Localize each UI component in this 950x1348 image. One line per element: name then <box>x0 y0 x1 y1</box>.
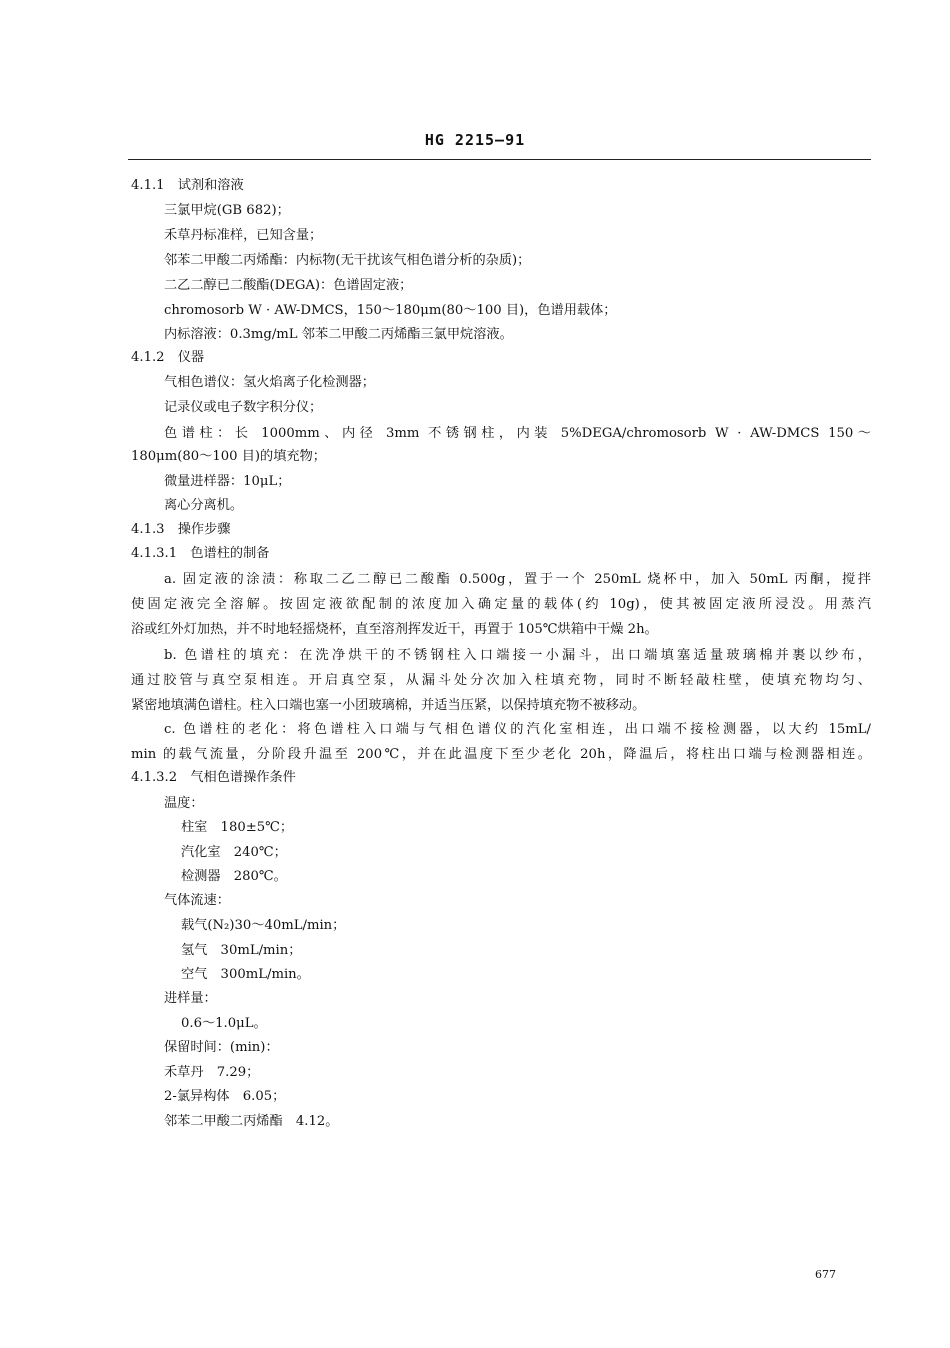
header-rule <box>128 159 871 160</box>
standard-header: HG 2215—91 <box>424 131 526 149</box>
retention-time-label: 保留时间：(min)： <box>164 1040 279 1055</box>
gas-flow-label: 气体流速： <box>164 893 230 908</box>
reagent-item: 禾草丹标准样，已知含量； <box>164 228 323 243</box>
section-title-4-1-3-2: 4.1.3.2 气相色谱操作条件 <box>131 770 296 785</box>
paragraph-c-line: c. 色谱柱的老化：将色谱柱入口端与气相色谱仪的汽化室相连，出口端不接检测器，以大约 15mL/ <box>164 722 871 737</box>
temperature-label: 温度： <box>164 796 204 811</box>
instrument-item: 色谱柱：长 1000mm、内径 3mm 不锈钢柱，内装 5%DEGA/chromosorb W · AW-DMCS 150～ <box>164 426 871 441</box>
injection-volume-value: 0.6～1.0μL。 <box>181 1016 267 1031</box>
instrument-item: 记录仪或电子数字积分仪； <box>164 400 323 415</box>
instrument-item-continued: 180μm(80～100 目)的填充物； <box>131 449 326 464</box>
page-number: 677 <box>815 1268 836 1281</box>
paragraph-a-line: 使固定液完全溶解。按固定液欲配制的浓度加入确定量的载体(约 10g)，使其被固定液所浸没。用蒸汽 <box>131 597 871 612</box>
instrument-item: 离心分离机。 <box>164 498 244 513</box>
section-title-4-1-3-1: 4.1.3.1 色谱柱的制备 <box>131 546 270 561</box>
paragraph-b-line: b. 色谱柱的填充：在洗净烘干的不锈钢柱入口端接一小漏斗，出口端填塞适量玻璃棉并裹以纱布， <box>164 648 871 663</box>
retention-item: 邻苯二甲酸二丙烯酯 4.12。 <box>164 1114 339 1129</box>
reagent-item: chromosorb W · AW-DMCS，150～180μm(80～100 目)，色谱用载体； <box>164 303 617 318</box>
reagent-item: 内标溶液：0.3mg/mL 邻苯二甲酸二丙烯酯三氯甲烷溶液。 <box>164 327 513 342</box>
section-title-4-1-2: 4.1.2 仪器 <box>131 350 205 365</box>
section-title-4-1-3: 4.1.3 操作步骤 <box>131 522 231 537</box>
temperature-item: 汽化室 240℃； <box>181 845 287 860</box>
paragraph-b-line: 通过胶管与真空泵相连。开启真空泵，从漏斗处分次加入柱填充物，同时不断轻敲柱壁，使填充物均匀、 <box>131 673 871 688</box>
retention-item: 2-氯异构体 6.05； <box>164 1089 286 1104</box>
gas-flow-item: 氢气 30mL/min； <box>181 943 302 958</box>
gas-flow-item: 载气(N₂)30～40mL/min； <box>181 918 346 933</box>
paragraph-a-line: 浴或红外灯加热，并不时地轻摇烧杯，直至溶剂挥发近干，再置于 105℃烘箱中干燥 2h。 <box>131 622 658 637</box>
instrument-item: 气相色谱仪：氢火焰离子化检测器； <box>164 375 375 390</box>
injection-volume-label: 进样量： <box>164 991 217 1006</box>
reagent-item: 三氯甲烷(GB 682)； <box>164 203 290 218</box>
temperature-item: 检测器 280℃。 <box>181 869 287 884</box>
reagent-item: 二乙二醇已二酸酯(DEGA)：色谱固定液； <box>164 278 413 293</box>
paragraph-c-line: min 的载气流量，分阶段升温至 200℃，并在此温度下至少老化 20h，降温后，将柱出口端与检测器相连。 <box>131 747 871 762</box>
paragraph-a-line: a. 固定液的涂渍：称取二乙二醇已二酸酯 0.500g，置于一个 250mL 烧杯中，加入 50mL 丙酮，搅拌 <box>164 572 871 587</box>
retention-item: 禾草丹 7.29； <box>164 1065 260 1080</box>
section-title-4-1-1: 4.1.1 试剂和溶液 <box>131 178 244 193</box>
temperature-item: 柱室 180±5℃； <box>181 820 294 835</box>
gas-flow-item: 空气 300mL/min。 <box>181 967 310 982</box>
reagent-item: 邻苯二甲酸二丙烯酯：内标物(无干扰该气相色谱分析的杂质)； <box>164 253 531 268</box>
instrument-item: 微量进样器：10μL； <box>164 474 291 489</box>
paragraph-b-line: 紧密地填满色谱柱。柱入口端也塞一小团玻璃棉，并适当压紧，以保持填充物不被移动。 <box>131 698 646 713</box>
